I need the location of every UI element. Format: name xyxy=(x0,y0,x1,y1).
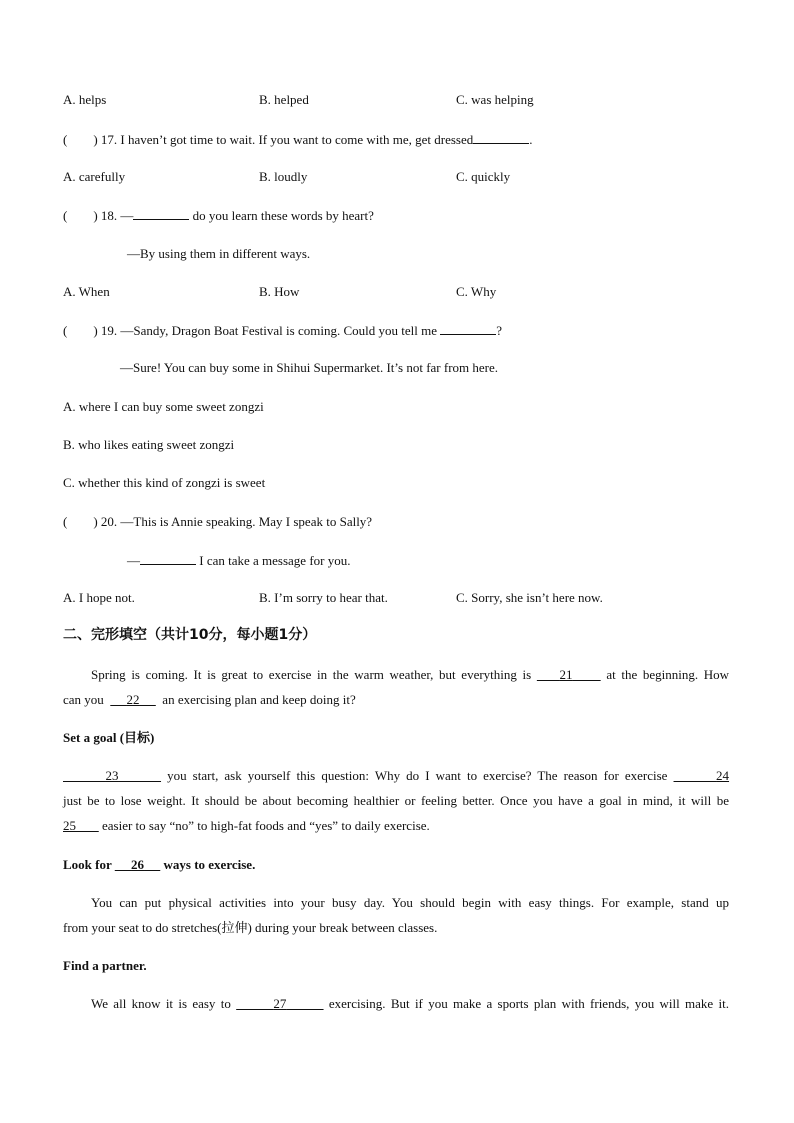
question-17-end: . xyxy=(529,132,533,147)
q17-option-b: B. loudly xyxy=(259,169,308,184)
blank-27 xyxy=(236,996,323,1011)
passage-p2-line2: just be to lose weight. It should be about becoming healthier or feeling better. Once you have a goal in mind, it will be xyxy=(63,793,729,808)
question-20-reply xyxy=(127,552,351,569)
blank-26-number: 26 xyxy=(131,857,145,872)
blank-24-number: 24 xyxy=(716,768,730,783)
question-19-text: 19. —Sandy, Dragon Boat Festival is coming. Could you tell me xyxy=(100,323,437,338)
q17-option-a: A. carefully xyxy=(63,169,126,184)
q16-option-c: C. was helping xyxy=(456,92,534,107)
subheading-set-a-goal: Set a goal (目标) xyxy=(63,730,155,745)
answer-blank xyxy=(440,322,496,335)
passage-text: Look for xyxy=(63,857,112,872)
passage-p3-line2: from your seat to do stretches(拉伸) during your break between classes. xyxy=(63,920,438,935)
passage-p2-line1 xyxy=(63,768,729,784)
q20-option-b: B. I’m sorry to hear that. xyxy=(259,590,388,605)
passage-p4-line1 xyxy=(63,996,729,1012)
blank-27-number: 27 xyxy=(273,996,287,1011)
passage-p3-line1: You can put physical activities into your busy day. You should begin with easy things. For example, stand up xyxy=(91,895,729,910)
question-18 xyxy=(63,207,374,224)
passage-text: easier to say “no” to high-fat foods and “yes” to daily exercise. xyxy=(102,818,430,833)
question-20-text: 20. —This is Annie speaking. May I speak to Sally? xyxy=(100,514,373,529)
q19-option-c: C. whether this kind of zongzi is sweet xyxy=(63,475,266,490)
q19-option-a: A. where I can buy some sweet zongzi xyxy=(63,399,264,414)
q16-option-a: A. helps xyxy=(63,92,107,107)
passage-text: at the beginning. How xyxy=(606,667,730,682)
question-19-reply: —Sure! You can buy some in Shihui Supermarket. It’s not far from here. xyxy=(120,360,499,375)
answer-paren: ( ) xyxy=(63,514,98,529)
q19-option-b: B. who likes eating sweet zongzi xyxy=(63,437,235,452)
blank-23-number: 23 xyxy=(105,768,119,783)
question-20-reply-prefix: — xyxy=(127,553,140,568)
question-18-prefix: 18. — xyxy=(100,208,134,223)
answer-paren: ( ) xyxy=(63,132,98,147)
passage-text: an exercising plan and keep doing it? xyxy=(162,692,356,707)
q18-option-c: C. Why xyxy=(456,284,497,299)
q16-option-b: B. helped xyxy=(259,92,309,107)
q20-option-a: A. I hope not. xyxy=(63,590,135,605)
passage-p1-line2 xyxy=(63,692,356,708)
passage-text: you start, ask yourself this question: Why do I want to exercise? The reason for exercise xyxy=(167,768,668,783)
subheading-look-for xyxy=(63,857,255,873)
q18-options xyxy=(63,284,743,300)
blank-26 xyxy=(115,857,161,872)
question-17-text: 17. I haven’t got time to wait. If you want to come with me, get dressed xyxy=(100,132,474,147)
blank-24 xyxy=(674,768,730,783)
q18-option-b: B. How xyxy=(259,284,300,299)
question-20 xyxy=(63,514,372,530)
q16-options xyxy=(63,92,743,108)
blank-25-number: 25 xyxy=(63,818,76,833)
question-19 xyxy=(63,322,502,339)
passage-text: ways to exercise. xyxy=(163,857,256,872)
passage-text: can you xyxy=(63,692,104,707)
q18-option-a: A. When xyxy=(63,284,110,299)
blank-22-number: 22 xyxy=(126,692,140,707)
q20-option-c: C. Sorry, she isn’t here now. xyxy=(456,590,603,605)
answer-blank xyxy=(473,131,529,144)
section-2-title: 二、完形填空（共计10分，每小题1分） xyxy=(63,627,317,643)
answer-blank xyxy=(133,207,189,220)
answer-paren: ( ) xyxy=(63,208,98,223)
blank-22 xyxy=(110,692,156,707)
passage-p1-line1 xyxy=(63,667,729,683)
q17-options xyxy=(63,169,743,185)
question-20-reply-text: I can take a message for you. xyxy=(199,553,351,568)
q17-option-c: C. quickly xyxy=(456,169,511,184)
blank-23 xyxy=(63,768,161,783)
question-17 xyxy=(63,131,533,148)
blank-21-number: 21 xyxy=(559,667,573,682)
q20-options xyxy=(63,590,743,606)
passage-text: We all know it is easy to xyxy=(91,996,231,1011)
subheading-find-a-partner: Find a partner. xyxy=(63,958,147,973)
question-18-reply: —By using them in different ways. xyxy=(127,246,311,261)
passage-p2-line3 xyxy=(63,818,430,834)
answer-blank xyxy=(140,552,196,565)
passage-text: Spring is coming. It is great to exercise in the warm weather, but everything is xyxy=(91,667,532,682)
question-18-text: do you learn these words by heart? xyxy=(192,208,374,223)
blank-21 xyxy=(537,667,601,682)
answer-paren: ( ) xyxy=(63,323,98,338)
passage-text: exercising. But if you make a sports plan with friends, you will make it. xyxy=(328,996,729,1011)
question-19-end: ? xyxy=(496,323,502,338)
blank-25 xyxy=(63,818,99,833)
